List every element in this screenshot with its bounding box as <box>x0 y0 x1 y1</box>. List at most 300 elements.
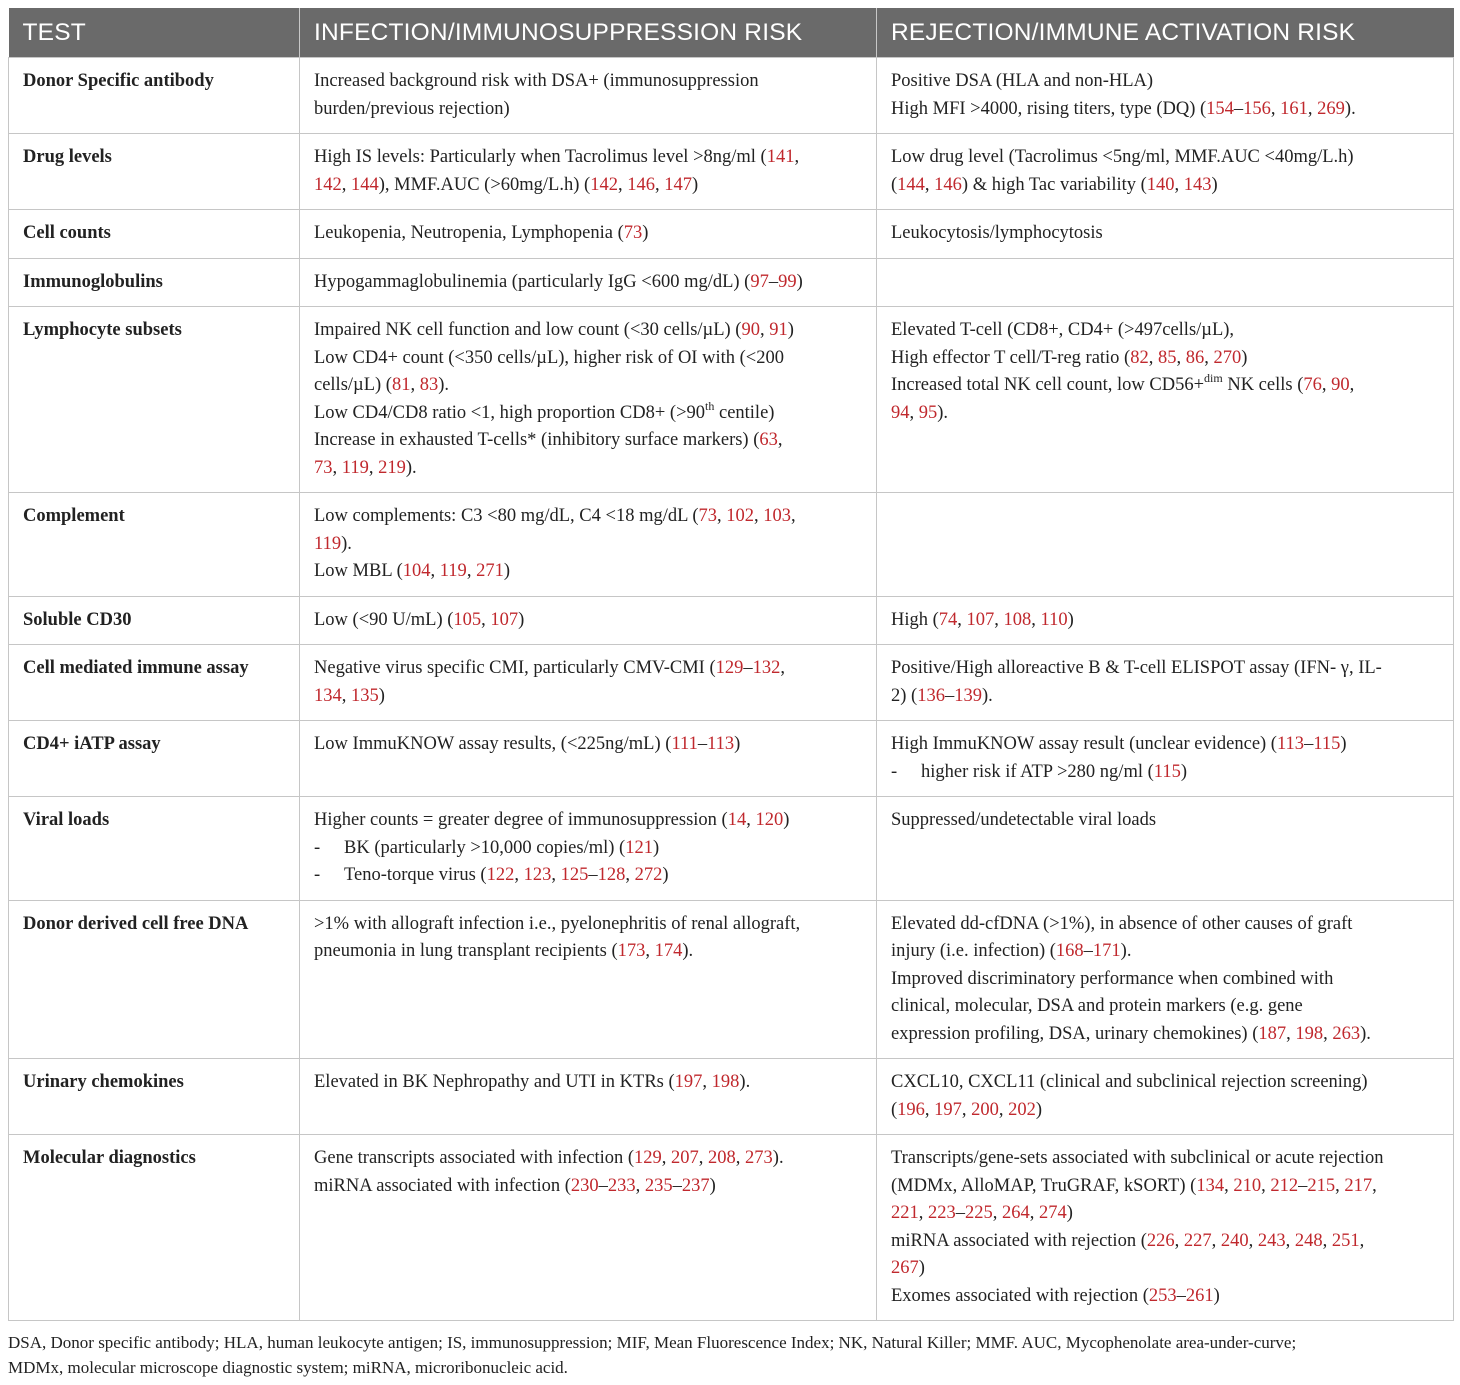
reference-link[interactable]: 125 <box>560 865 589 885</box>
reference-link[interactable]: 82 <box>1130 347 1149 368</box>
superscript: dim <box>1204 371 1223 385</box>
cell-text: , <box>994 609 1004 630</box>
reference-link[interactable]: 202 <box>1008 1099 1036 1120</box>
infection-risk-cell <box>300 134 877 210</box>
cell-text: ). <box>1360 1023 1371 1044</box>
reference-link[interactable]: 154 <box>1206 98 1234 119</box>
reference-link[interactable]: 140 <box>1146 174 1175 195</box>
reference-link[interactable]: 207 <box>671 1148 699 1168</box>
cell-text: – <box>672 1175 682 1196</box>
reference-link[interactable]: 253 <box>1148 1285 1177 1306</box>
reference-link[interactable]: 272 <box>634 865 663 885</box>
reference-link[interactable]: 226 <box>1146 1230 1175 1251</box>
reference-link[interactable]: 129 <box>715 658 744 678</box>
rejection-risk-cell <box>877 493 1454 597</box>
reference-link[interactable]: 91 <box>769 320 788 340</box>
reference-link[interactable]: 63 <box>759 430 778 450</box>
cell-line <box>891 1255 1439 1283</box>
cell-text: , <box>617 174 628 195</box>
reference-link[interactable]: 119 <box>341 457 369 478</box>
reference-link[interactable]: 14 <box>727 810 747 830</box>
cell-text: Increase in exhausted T-cells* (inhibitory surface markers) ( <box>314 430 760 450</box>
cell-text: , <box>1174 1230 1184 1251</box>
reference-link[interactable]: 143 <box>1183 174 1212 195</box>
cell-text: centile) <box>714 402 775 423</box>
cell-text: , <box>1224 1175 1234 1196</box>
reference-link[interactable]: 73 <box>623 223 643 243</box>
cell-text: , <box>1335 1175 1345 1196</box>
reference-link[interactable]: 119 <box>314 533 342 554</box>
cell-text: ( <box>891 1099 898 1120</box>
table-row <box>9 134 1454 210</box>
cell-line <box>314 911 862 939</box>
reference-link[interactable]: 132 <box>752 658 781 678</box>
cell-line <box>891 1200 1439 1228</box>
cell-text: Negative virus specific CMI, particularly CMV-CMI ( <box>314 658 716 678</box>
reference-link[interactable]: 83 <box>419 375 439 395</box>
reference-link[interactable]: 113 <box>1276 734 1305 754</box>
table-row <box>9 210 1454 259</box>
infection-risk-cell <box>300 493 877 597</box>
reference-link[interactable]: 208 <box>708 1148 736 1168</box>
reference-link[interactable]: 111 <box>671 734 698 754</box>
reference-link[interactable]: 161 <box>1280 98 1308 119</box>
reference-link[interactable]: 219 <box>378 457 406 478</box>
cell-text: ). <box>682 941 694 961</box>
cell-text: , <box>924 1099 935 1120</box>
header-infection-risk: INFECTION/IMMUNOSUPPRESSION RISK <box>300 8 877 58</box>
cell-line <box>314 317 862 345</box>
cell-text: , <box>1322 1230 1332 1251</box>
cell-text: High IS levels: Particularly when Tacrolimus level >8ng/ml ( <box>314 147 767 167</box>
reference-link[interactable]: 122 <box>486 865 515 885</box>
footnote-line: MDMx, molecular microscope diagnostic system; miRNA, microribonucleic acid. <box>8 1358 568 1377</box>
cell-text: , <box>1307 98 1318 119</box>
cell-line <box>314 938 862 966</box>
cell-text: , <box>698 1148 709 1168</box>
infection-risk-cell <box>300 1135 877 1321</box>
cell-text: – <box>697 734 708 754</box>
cell-text: Teno-torque virus ( <box>344 865 487 885</box>
cell-text: Leukopenia, Neutropenia, Lymphopenia ( <box>314 223 624 243</box>
reference-link[interactable]: 156 <box>1243 98 1271 119</box>
reference-link[interactable]: 74 <box>938 609 958 630</box>
cell-text: , <box>961 1099 972 1120</box>
cell-text: , <box>780 658 785 678</box>
cell-text: , <box>466 561 477 581</box>
reference-link[interactable]: 248 <box>1294 1230 1323 1251</box>
cell-line <box>314 807 862 835</box>
cell-line <box>891 807 1439 835</box>
cell-text: – <box>955 1203 965 1223</box>
reference-link[interactable]: 267 <box>891 1258 919 1278</box>
table-container <box>8 8 1453 1321</box>
cell-text: clinical, molecular, DSA and protein markers (e.g. gene <box>891 996 1303 1016</box>
cell-text: Increased total NK cell count, low CD56+ <box>891 375 1205 395</box>
test-name: Cell mediated immune assay <box>9 645 300 721</box>
cell-text: , <box>661 1148 672 1168</box>
reference-link[interactable]: 115 <box>1313 734 1341 754</box>
infection-risk-cell <box>300 900 877 1059</box>
superscript: th <box>705 398 715 413</box>
cell-text: ) <box>1066 1203 1073 1223</box>
cell-line <box>314 1173 862 1201</box>
reference-link[interactable]: 141 <box>766 147 795 167</box>
reference-link[interactable]: 102 <box>726 506 754 526</box>
reference-link[interactable]: 271 <box>476 561 504 581</box>
test-name: Lymphocyte subsets <box>9 307 300 493</box>
reference-link[interactable]: 97 <box>750 271 769 292</box>
cell-text: – <box>1304 734 1314 754</box>
reference-link[interactable]: 110 <box>1040 609 1068 630</box>
reference-link[interactable]: 212 <box>1270 1175 1299 1196</box>
cell-text: High ImmuKNOW assay result (unclear evidence) ( <box>891 734 1277 754</box>
reference-link[interactable]: 168 <box>1055 941 1084 961</box>
cell-text: Elevated in BK Nephropathy and UTI in KTRs ( <box>314 1072 675 1092</box>
reference-link[interactable]: 237 <box>681 1175 710 1196</box>
reference-link[interactable]: 105 <box>453 609 482 630</box>
reference-link[interactable]: 115 <box>1153 761 1181 782</box>
reference-link[interactable]: 264 <box>1002 1203 1030 1223</box>
cell-text: , <box>1286 1023 1296 1044</box>
cell-text: ) <box>1211 174 1218 195</box>
cell-line <box>314 427 862 455</box>
cell-text: , <box>551 865 561 885</box>
cell-line <box>891 966 1439 994</box>
cell-text: pneumonia in lung transplant recipients ( <box>314 941 618 961</box>
cell-line <box>314 1145 862 1173</box>
table-row <box>9 797 1454 901</box>
cell-text: ) <box>1180 761 1188 782</box>
cell-text: injury (i.e. infection) ( <box>891 941 1056 961</box>
reference-link[interactable]: 128 <box>597 865 626 885</box>
reference-link[interactable]: 221 <box>891 1203 919 1223</box>
reference-link[interactable]: 273 <box>745 1148 773 1168</box>
reference-link[interactable]: 197 <box>674 1072 703 1092</box>
cell-line <box>314 96 862 124</box>
cell-text: , <box>430 561 440 581</box>
reference-link[interactable]: 113 <box>707 734 735 754</box>
cell-text: Higher counts = greater degree of immunosuppression ( <box>314 810 728 830</box>
cell-text: Low ImmuKNOW assay results, (<225ng/mL) ( <box>314 734 672 754</box>
reference-link[interactable]: 90 <box>741 320 760 340</box>
cell-line <box>314 345 862 373</box>
cell-text: , <box>368 457 379 478</box>
cell-line <box>891 1173 1439 1201</box>
reference-link[interactable]: 85 <box>1157 347 1177 368</box>
test-name: Soluble CD30 <box>9 596 300 645</box>
cell-text: , <box>1270 98 1281 119</box>
reference-link[interactable]: 215 <box>1307 1175 1336 1196</box>
reference-link[interactable]: 121 <box>625 837 653 858</box>
reference-link[interactable]: 173 <box>617 941 646 961</box>
cell-text: , <box>992 1203 1002 1223</box>
cell-text: , <box>1359 1230 1365 1251</box>
cell-line <box>891 400 1439 428</box>
reference-link[interactable]: 135 <box>351 685 379 706</box>
cell-text: Increased background risk with DSA+ (immunosuppression <box>314 71 759 91</box>
cell-line <box>891 1021 1439 1049</box>
cell-line <box>314 731 862 759</box>
test-name: Donor Specific antibody <box>9 58 300 134</box>
infection-risk-cell <box>300 307 877 493</box>
cell-text: , <box>746 810 756 830</box>
reference-link[interactable]: 95 <box>918 402 938 423</box>
cell-text: miRNA associated with rejection ( <box>891 1230 1147 1251</box>
cell-text: Low drug level (Tacrolimus <5ng/ml, MMF.AUC <40mg/L.h) <box>891 147 1354 167</box>
cell-text: Exomes associated with rejection ( <box>891 1285 1149 1306</box>
cell-text: , <box>1148 347 1158 368</box>
reference-link[interactable]: 251 <box>1331 1230 1360 1251</box>
reference-link[interactable]: 146 <box>627 174 655 195</box>
reference-link[interactable]: 227 <box>1183 1230 1212 1251</box>
rejection-risk-cell <box>877 797 1454 901</box>
cell-text: High ( <box>891 609 939 630</box>
cell-text: ) <box>796 271 803 292</box>
cell-line <box>891 683 1439 711</box>
cell-text: ). <box>1344 98 1356 119</box>
cell-text: , <box>625 865 635 885</box>
reference-link[interactable]: 81 <box>391 375 411 395</box>
cell-line <box>314 862 862 890</box>
cell-text: , <box>702 1072 712 1092</box>
test-name: Viral loads <box>9 797 300 901</box>
cell-text: >1% with allograft infection i.e., pyelonephritis of renal allograft, <box>314 913 801 934</box>
cell-line <box>314 144 862 172</box>
reference-link[interactable]: 240 <box>1220 1230 1249 1251</box>
infection-risk-cell <box>300 721 877 797</box>
reference-link[interactable]: 198 <box>1295 1023 1324 1044</box>
cell-line <box>314 400 862 428</box>
cell-text: – <box>944 685 955 706</box>
footnote-line: DSA, Donor specific antibody; HLA, human leukocyte antigen; IS, immunosuppression; MIF, Mean Fluorescence Index; NK, Natural Killer; MMF. AUC, Mycophenolate area-under-curve; <box>8 1333 1297 1352</box>
cell-text: , <box>1349 375 1355 395</box>
cell-text: Low CD4/CD8 ratio <1, high proportion CD8+ (>90 <box>314 402 706 423</box>
reference-link[interactable]: 90 <box>1331 375 1350 395</box>
cell-text: ( <box>891 174 898 195</box>
reference-link[interactable]: 235 <box>644 1175 673 1196</box>
test-name: Drug levels <box>9 134 300 210</box>
reference-link[interactable]: 142 <box>590 174 618 195</box>
cell-text: ). <box>438 375 449 395</box>
reference-link[interactable]: 261 <box>1185 1285 1214 1306</box>
cell-line <box>314 372 862 400</box>
cell-text: , <box>1211 1230 1221 1251</box>
cell-text: ). <box>772 1148 784 1168</box>
cell-text: , <box>410 375 420 395</box>
cell-line <box>891 144 1439 172</box>
cell-line <box>891 372 1439 400</box>
cell-text: ) <box>1340 734 1347 754</box>
infection-risk-cell <box>300 58 877 134</box>
cell-text: Positive DSA (HLA and non-HLA) <box>891 71 1154 91</box>
cell-text: higher risk if ATP >280 ng/ml ( <box>921 761 1154 782</box>
cell-text: ) <box>1035 1099 1043 1120</box>
cell-text: , <box>918 1203 928 1223</box>
reference-link[interactable]: 187 <box>1258 1023 1287 1044</box>
cell-text: ) <box>1213 1285 1220 1306</box>
cell-text: BK (particularly >10,000 copies/ml) ( <box>344 837 626 858</box>
cell-line <box>891 938 1439 966</box>
reference-link[interactable]: 198 <box>711 1072 740 1092</box>
cell-line <box>314 607 862 635</box>
rejection-risk-cell <box>877 134 1454 210</box>
reference-link[interactable]: 107 <box>490 609 519 630</box>
cell-text: expression profiling, DSA, urinary chemokines) ( <box>891 1023 1259 1044</box>
reference-link[interactable]: 174 <box>654 941 683 961</box>
reference-link[interactable]: 94 <box>891 402 910 423</box>
reference-link[interactable]: 134 <box>1196 1175 1225 1196</box>
cell-line <box>891 1097 1439 1125</box>
reference-link[interactable]: 144 <box>897 174 925 195</box>
rejection-risk-cell <box>877 58 1454 134</box>
reference-link[interactable]: 73 <box>698 506 717 526</box>
cell-line <box>314 835 862 863</box>
reference-link[interactable]: 76 <box>1303 375 1322 395</box>
cell-text: , <box>1176 347 1186 368</box>
cell-text: , <box>1204 347 1214 368</box>
cell-text: , <box>909 402 919 423</box>
cell-text: NK cells ( <box>1222 375 1304 395</box>
cell-text: Low MBL ( <box>314 561 403 581</box>
bullet-dash: - <box>891 761 898 782</box>
cell-text: , <box>654 174 665 195</box>
reference-link[interactable]: 120 <box>755 810 784 830</box>
reference-link[interactable]: 269 <box>1317 98 1345 119</box>
cell-line <box>314 455 862 483</box>
header-row <box>9 8 1454 58</box>
reference-link[interactable]: 223 <box>928 1203 956 1223</box>
cell-text: 2) ( <box>891 685 918 706</box>
reference-link[interactable]: 86 <box>1185 347 1205 368</box>
cell-line <box>891 317 1439 345</box>
cell-line <box>891 607 1439 635</box>
reference-link[interactable]: 210 <box>1233 1175 1262 1196</box>
reference-link[interactable]: 119 <box>439 561 467 581</box>
cell-line <box>891 345 1439 373</box>
rejection-risk-cell <box>877 210 1454 259</box>
cell-text: ) <box>662 865 669 885</box>
cell-text: ). <box>739 1072 751 1092</box>
test-name: Complement <box>9 493 300 597</box>
reference-link[interactable]: 233 <box>607 1175 636 1196</box>
reference-link[interactable]: 200 <box>971 1099 999 1120</box>
test-name: Urinary chemokines <box>9 1059 300 1135</box>
table-footnote <box>8 1330 1453 1380</box>
reference-link[interactable]: 107 <box>966 609 995 630</box>
test-name: Immunoglobulins <box>9 258 300 307</box>
reference-link[interactable]: 139 <box>954 685 982 706</box>
reference-link[interactable]: 171 <box>1092 941 1121 961</box>
reference-link[interactable]: 146 <box>934 174 962 195</box>
reference-link[interactable]: 243 <box>1257 1230 1286 1251</box>
cell-text: ) <box>734 734 741 754</box>
reference-link[interactable]: 147 <box>664 174 692 195</box>
reference-link[interactable]: 196 <box>897 1099 925 1120</box>
reference-link[interactable]: 103 <box>763 506 791 526</box>
cell-text: ) <box>378 685 385 706</box>
data-table <box>8 8 1454 1321</box>
reference-link[interactable]: 270 <box>1213 347 1242 368</box>
reference-link[interactable]: 104 <box>402 561 431 581</box>
rejection-risk-cell <box>877 721 1454 797</box>
cell-text: ) <box>1241 347 1248 368</box>
cell-line <box>314 269 862 297</box>
cell-text: Low CD4+ count (<350 cells/µL), higher risk of OI with (<200 <box>314 347 784 368</box>
reference-link[interactable]: 197 <box>934 1099 962 1120</box>
cell-line <box>891 220 1439 248</box>
cell-text: Positive/High alloreactive B & T-cell ELISPOT assay (IFN- γ, IL- <box>891 658 1382 678</box>
cell-text: Hypogammaglobulinemia (particularly IgG <600 mg/dL) ( <box>314 271 751 292</box>
cell-line <box>314 531 862 559</box>
cell-text: , <box>1248 1230 1258 1251</box>
test-name: Cell counts <box>9 210 300 259</box>
infection-risk-cell <box>300 596 877 645</box>
table-row <box>9 900 1454 1059</box>
cell-text: ) <box>652 837 660 858</box>
table-row <box>9 721 1454 797</box>
reference-link[interactable]: 73 <box>314 457 333 478</box>
infection-risk-cell <box>300 210 877 259</box>
reference-link[interactable]: 144 <box>351 174 379 195</box>
reference-link[interactable]: 108 <box>1003 609 1032 630</box>
cell-text: ) <box>691 174 699 195</box>
cell-line <box>314 220 862 248</box>
cell-text: , <box>1285 1230 1295 1251</box>
cell-line <box>314 172 862 200</box>
reference-link[interactable]: 274 <box>1039 1203 1067 1223</box>
cell-text: – <box>768 271 779 292</box>
cell-text: , <box>1261 1175 1271 1196</box>
cell-line <box>314 655 862 683</box>
table-row <box>9 58 1454 134</box>
cell-text: Transcripts/gene-sets associated with subclinical or acute rejection <box>891 1148 1384 1168</box>
cell-text: ). <box>405 457 417 478</box>
cell-text: Elevated dd-cfDNA (>1%), in absence of other causes of graft <box>891 913 1353 934</box>
reference-link[interactable]: 134 <box>314 685 342 706</box>
cell-text: ). <box>1120 941 1132 961</box>
cell-text: burden/previous rejection) <box>314 98 510 119</box>
reference-link[interactable]: 263 <box>1332 1023 1361 1044</box>
reference-link[interactable]: 123 <box>523 865 552 885</box>
reference-link[interactable]: 217 <box>1344 1175 1373 1196</box>
reference-link[interactable]: 225 <box>965 1203 993 1223</box>
reference-link[interactable]: 142 <box>314 174 342 195</box>
reference-link[interactable]: 136 <box>917 685 945 706</box>
cell-text: ). <box>937 402 949 423</box>
cell-text: cells/µL) ( <box>314 375 392 395</box>
reference-link[interactable]: 99 <box>778 271 797 292</box>
test-name: Donor derived cell free DNA <box>9 900 300 1059</box>
cell-text: ) <box>518 609 525 630</box>
cell-text: – <box>1176 1285 1186 1306</box>
cell-text: ) <box>503 561 510 581</box>
cell-text: , <box>1031 609 1041 630</box>
cell-text: , <box>481 609 491 630</box>
cell-text: Gene transcripts associated with infection ( <box>314 1148 635 1168</box>
cell-text: High MFI >4000, rising titers, type (DQ) ( <box>891 98 1207 119</box>
cell-text: , <box>341 685 351 706</box>
cell-line <box>314 503 862 531</box>
cell-text: , <box>759 320 770 340</box>
reference-link[interactable]: 230 <box>570 1175 599 1196</box>
cell-text: ) <box>918 1258 925 1278</box>
infection-risk-cell <box>300 645 877 721</box>
cell-line <box>891 759 1439 787</box>
table-row <box>9 258 1454 307</box>
reference-link[interactable]: 129 <box>634 1148 662 1168</box>
cell-text: , <box>717 506 727 526</box>
